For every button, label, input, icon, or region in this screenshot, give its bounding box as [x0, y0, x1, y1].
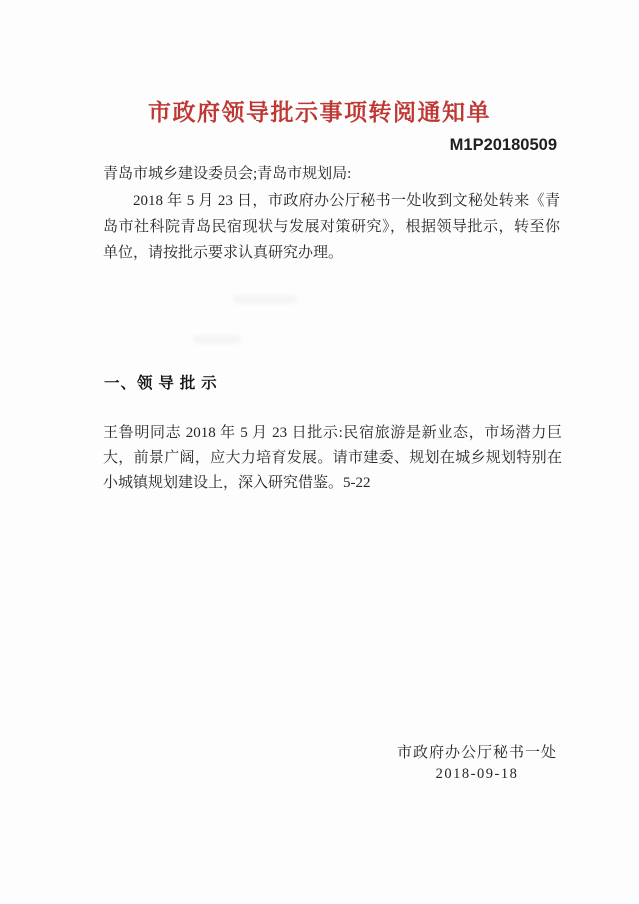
- signature-block: [397, 743, 557, 784]
- section-heading-leader-instructions: 一、领 导 批 示: [104, 375, 218, 392]
- document-number: M1P20180509: [449, 136, 557, 154]
- scan-artifact: [193, 336, 241, 343]
- signature-date: 2018-09-18: [435, 766, 519, 782]
- signature-office: 市政府办公厅秘书一处: [396, 745, 557, 761]
- document-title: 市政府领导批示事项转阅通知单: [148, 100, 491, 125]
- addressee-line: 青岛市城乡建设委员会;青岛市规划局:: [103, 166, 352, 182]
- intro-paragraph: 2018 年 5 月 23 日，市政府办公厅秘书一处收到文秘处转来《青岛市社科院青岛民宿现状与发展对策研究》，根据领导批示，转至你单位，请按批示要求认真研究办理。: [103, 193, 560, 261]
- leader-instruction-paragraph: 王鲁明同志 2018 年 5 月 23 日批示:民宿旅游是新业态，市场潜力巨大，前景广阔，应大力培育发展。请市建委、规划在城乡规划特别在小城镇规划建设上，深入研究借鉴。5-22: [103, 425, 562, 491]
- scan-artifact: [233, 296, 297, 303]
